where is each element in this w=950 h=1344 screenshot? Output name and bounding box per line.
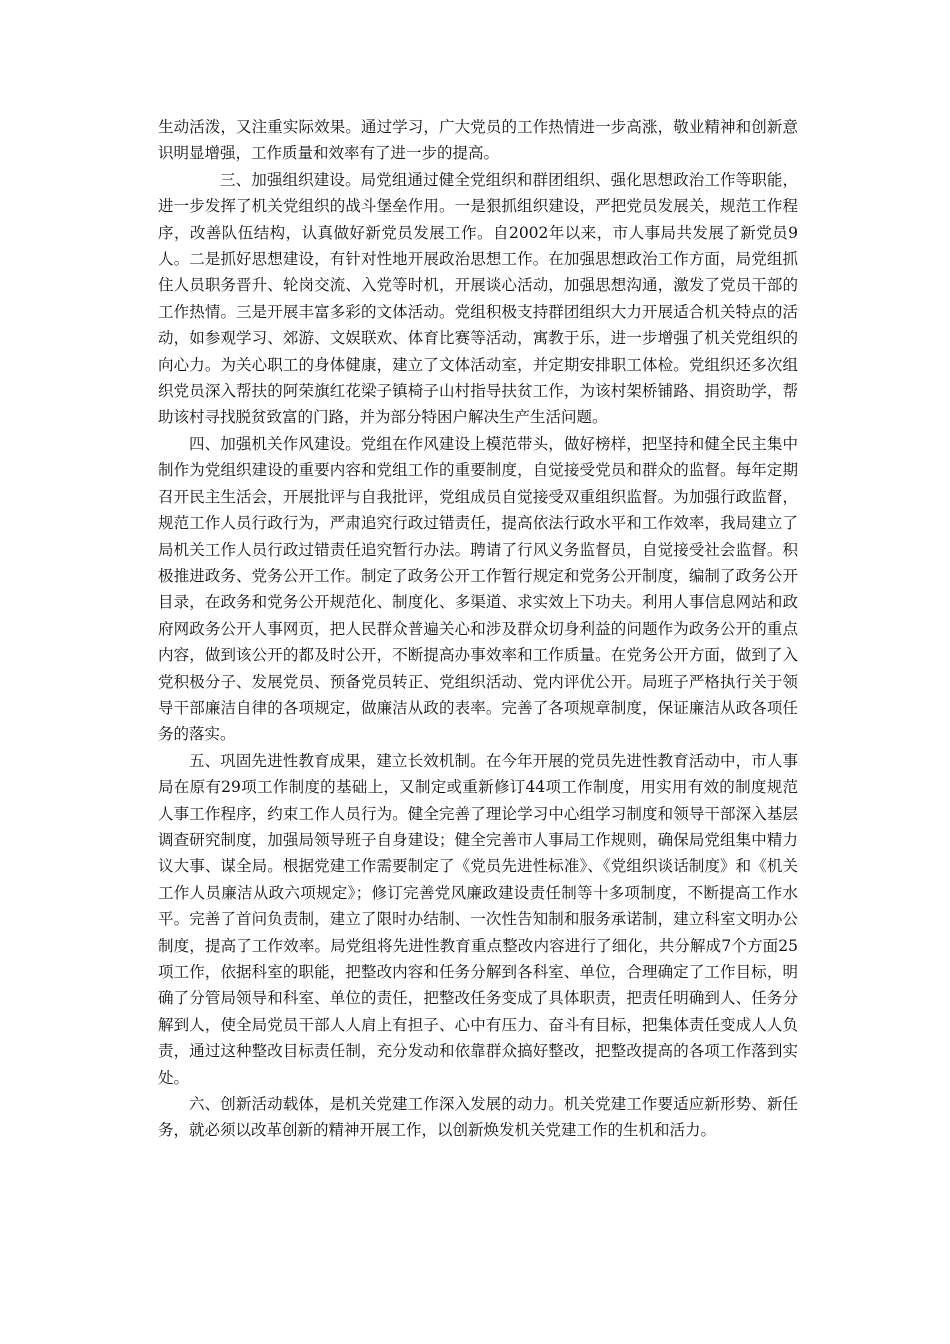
paragraph-long-term-mechanism: 五、巩固先进性教育成果，建立长效机制。在今年开展的党员先进性教育活动中，市人事局在原有29项工作制度的基础上，又制定或重新修订44项工作制度，用实用有效的制度规范人事工作程序，约束工作人员行为。健全完善了理论学习中心组学习制度和领导干部深入基层调查研究制度，加强局领导班子自身建设；健全完善市人事局工作规则，确保局党组集中精力议大事、谋全局。根据党建工作需要制定了《党员先进性标准》、《党组织谈话制度》和《机关工作人员廉洁从政六项规定》；修订完善党风廉政建设责任制等十多项制度，不断提高工作水平。完善了首问负责制，建立了限时办结制、一次性告知制和服务承诺制，建立科室文明办公制度，提高了工作效率。局党组将先进性教育重点整改内容进行了细化，共分解成7个方面25项工作，依据科室的职能，把整改内容和任务分解到各科室、单位，合理确定了工作目标，明确了分管局领导和科室、单位的责任，把整改任务变成了具体职责，把责任明确到人、任务分解到人，使全局党员干部人人肩上有担子、心中有压力、奋斗有目标，把集体责任变成人人负责，通过这种整改目标责任制，充分发动和依靠群众搞好整改，把整改提高的各项工作落到实处。 [158,751,798,1087]
paragraph-innovation: 六、创新活动载体，是机关党建工作深入发展的动力。机关党建工作要适应新形势、新任务，就必须以改革创新的精神开展工作，以创新焕发机关党建工作的生机和活力。 [158,1095,798,1140]
document-page [158,114,798,1144]
paragraph-organization-building: 三、加强组织建设。局党组通过健全党组织和群团组织、强化思想政治工作等职能，进一步发挥了机关党组织的战斗堡垒作用。一是狠抓组织建设，严把党员发展关，规范工作程序，改善队伍结构，认真做好新党员发展工作。自2002年以来，市人事局共发展了新党员9人。二是抓好思想建设，有针对性地开展政治思想工作。在加强思想政治工作方面，局党组抓住人员职务晋升、轮岗交流、入党等时机，开展谈心活动，加强思想沟通，激发了党员干部的工作热情。三是开展丰富多彩的文体活动。党组积极支持群团组织大力开展适合机关特点的活动，如参观学习、郊游、文娱联欢、体育比赛等活动，寓教于乐，进一步增强了机关党组织的向心力。为关心职工的身体健康，建立了文体活动室，并定期安排职工体检。党组织还多次组织党员深入帮扶的阿荣旗红花梁子镇椅子山村指导扶贫工作，为该村架桥铺路、捐资助学，帮助该村寻找脱贫致富的门路，并为部分特困户解决生产生活问题。 [158,170,798,427]
paragraph-work-style: 四、加强机关作风建设。党组在作风建设上模范带头，做好榜样，把坚持和健全民主集中制作为党组织建设的重要内容和党组工作的重要制度，自觉接受党员和群众的监督。每年定期召开民主生活会，开展批评与自我批评，党组成员自觉接受双重组织监督。为加强行政监督，规范工作人员行政行为，严肃追究行政过错责任，提高依法行政水平和工作效率，我局建立了局机关工作人员行政过错责任追究暂行办法。聘请了行风义务监督员，自觉接受社会监督。积极推进政务、党务公开工作。制定了政务公开工作暂行规定和党务公开制度，编制了政务公开目录，在政务和党务公开规范化、制度化、多渠道、求实效上下功夫。利用人事信息网站和政府网政务公开人事网页，把人民群众普遍关心和涉及群众切身利益的问题作为政务公开的重点内容，做到该公开的都及时公开，不断提高办事效率和工作质量。在党务公开方面，做到了入党积极分子、发展党员、预备党员转正、党组织活动、党内评优公开。局班子严格执行关于领导干部廉洁自律的各项规定，做廉洁从政的表率。完善了各项规章制度，保证廉洁从政各项任务的落实。 [158,434,798,744]
paragraph-continuation: 生动活泼，又注重实际效果。通过学习，广大党员的工作热情进一步高涨，敬业精神和创新意识明显增强，工作质量和效率有了进一步的提高。 [158,118,798,163]
